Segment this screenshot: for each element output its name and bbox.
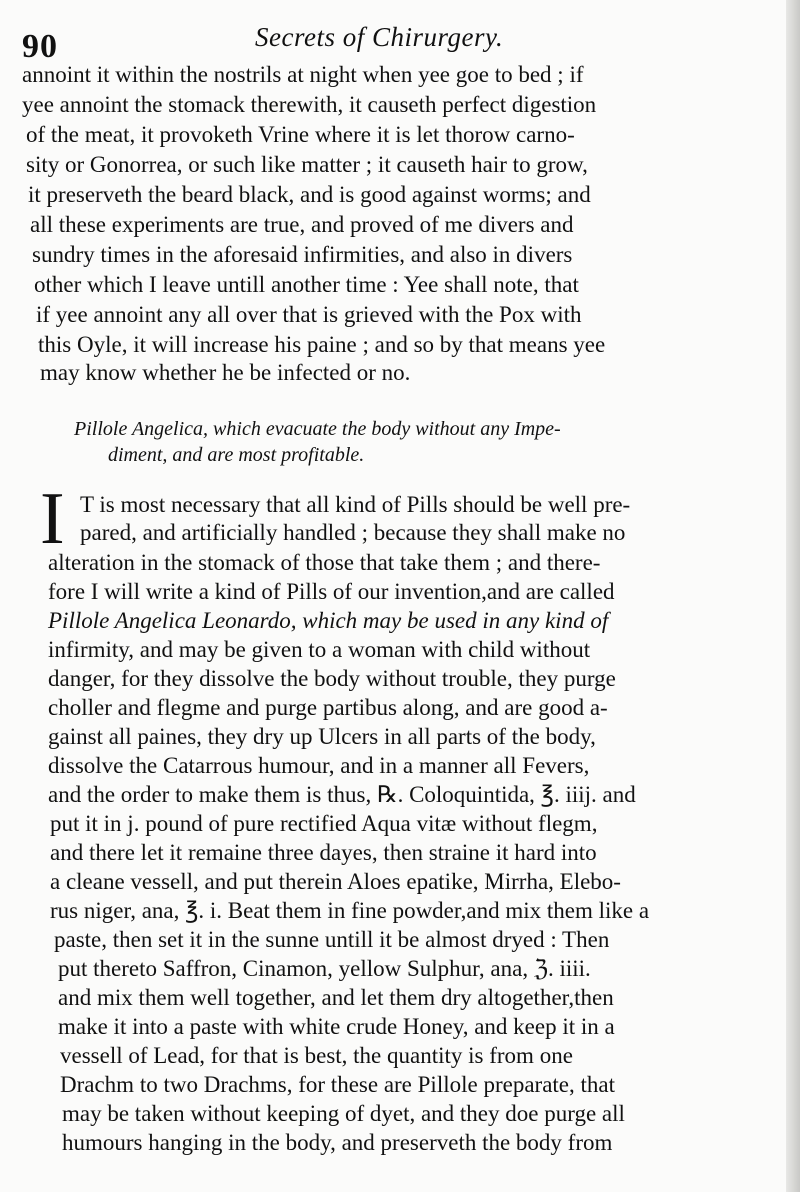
text-line: paste, then set it in the sunne untill it be almost dryed : Then <box>54 927 610 952</box>
text-line: and there let it remaine three dayes, then straine it hard into <box>50 840 597 865</box>
text-line: all these experiments are true, and proved of me divers and <box>30 212 574 237</box>
text-line: annoint it within the nostrils at night when yee goe to bed ; if <box>22 62 584 87</box>
text-line: and the order to make them is thus, ℞. Coloquintida, ℥. iiij. and <box>48 782 636 807</box>
text-line: sity or Gonorrea, or such like matter ; it causeth hair to grow, <box>26 152 588 177</box>
text-line: of the meat, it provoketh Vrine where it is let thorow carno- <box>26 122 575 147</box>
text-line: this Oyle, it will increase his paine ; and so by that means yee <box>38 332 606 357</box>
text-line: vessell of Lead, for that is best, the quantity is from one <box>60 1043 573 1068</box>
text-line: choller and flegme and purge partibus along, and are good a- <box>48 695 608 720</box>
text-line: and mix them well together, and let them dry altogether,then <box>58 985 614 1010</box>
drop-cap: I <box>40 478 65 560</box>
text-line: danger, for they dissolve the body without trouble, they purge <box>48 666 616 691</box>
text-line: a cleane vessell, and put therein Aloes epatike, Mirrha, Elebo- <box>50 869 621 894</box>
text-line: may know whether he be infected or no. <box>40 360 411 385</box>
text-line: put it in j. pound of pure rectified Aqua vitæ without flegm, <box>50 811 598 836</box>
text-line: gainst all paines, they dry up Ulcers in all parts of the body, <box>48 724 596 749</box>
page-gutter-shadow <box>786 0 800 1192</box>
text-line: rus niger, ana, ℥. i. Beat them in fine powder,and mix them like a <box>50 898 650 923</box>
running-title: Secrets of Chirurgery. <box>255 22 504 52</box>
text-line: Drachm to two Drachms, for these are Pillole preparate, that <box>60 1072 615 1097</box>
text-line: Pillole Angelica Leonardo, which may be used in any kind of <box>48 608 609 633</box>
text-line: infirmity, and may be given to a woman with child without <box>48 637 591 662</box>
text-line: alteration in the stomack of those that take them ; and there- <box>48 550 601 575</box>
text-line: yee annoint the stomack therewith, it causeth perfect digestion <box>22 92 597 117</box>
text-line: make it into a paste with white crude Honey, and keep it in a <box>58 1014 615 1039</box>
text-line: put thereto Saffron, Cinamon, yellow Sulphur, ana, ℨ. iiii. <box>58 956 591 981</box>
text-line: T is most necessary that all kind of Pills should be well pre- <box>80 492 631 517</box>
text-line: dissolve the Catarrous humour, and in a manner all Fevers, <box>48 753 590 778</box>
page-number: 90 <box>22 28 58 65</box>
text-line: it preserveth the beard black, and is good against worms; and <box>28 182 591 207</box>
text-line: humours hanging in the body, and preserveth the body from <box>62 1130 613 1155</box>
text-line: may be taken without keeping of dyet, and they doe purge all <box>62 1101 625 1126</box>
text-line: other which I leave untill another time : Yee shall note, that <box>34 272 579 297</box>
text-line: if yee annoint any all over that is grieved with the Pox with <box>36 302 582 327</box>
text-line: fore I will write a kind of Pills of our invention,and are called <box>48 579 615 604</box>
text-line: pared, and artificially handled ; because they shall make no <box>80 520 626 545</box>
text-line: sundry times in the aforesaid infirmities, and also in divers <box>32 242 573 267</box>
section-heading-line: diment, and are most profitable. <box>108 444 365 466</box>
section-heading-line: Pillole Angelica, which evacuate the body without any Impe- <box>74 418 561 440</box>
